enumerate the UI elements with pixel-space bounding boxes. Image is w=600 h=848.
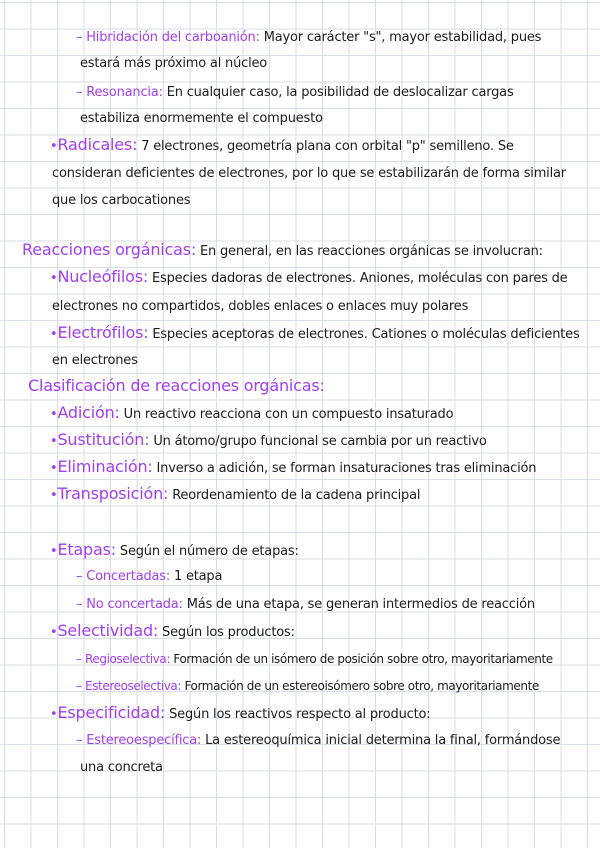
electrofilos-text1: Especies aceptoras de electrones. Cationes o moléculas deficientes xyxy=(152,327,580,342)
hibridacion-text1: Mayor carácter "s", mayor estabilidad, pues xyxy=(263,30,542,45)
especificidad-label: Especificidad: xyxy=(57,703,166,722)
sustitucion-text: Un átomo/grupo funcional se cambia por un reactivo xyxy=(153,434,487,449)
estereo-text: Formación de un estereoisómero sobre otro, mayoritariamente xyxy=(184,679,539,693)
sustitucion-label: Sustitución: xyxy=(57,430,150,449)
radicales-line2: consideran deficientes de electrones, por lo que se estabilizarán de forma similar xyxy=(52,166,566,181)
estereoespecifica-line2: una concreta xyxy=(80,760,163,775)
concertadas-text: 1 etapa xyxy=(173,569,223,584)
hibridacion-line2: estará más próximo al núcleo xyxy=(80,56,268,71)
nucleofilos-text1: Especies dadoras de electrones. Aniones, moléculas con pares de xyxy=(152,271,568,286)
hibridacion-label: Hibridación del carboanión: xyxy=(86,30,260,45)
adicion-line: •Adición: Un reactivo reacciona con un compuesto insaturado xyxy=(50,403,454,422)
etapas-label: Etapas: xyxy=(57,540,116,559)
eliminacion-label: Eliminación: xyxy=(57,457,153,476)
resonancia-line2: estabiliza enormemente el compuesto xyxy=(80,111,323,126)
concertadas-line: – Concertadas: 1 etapa xyxy=(76,569,223,584)
selectividad-line: •Selectividad: Según los productos: xyxy=(50,621,295,640)
nucleofilos-line2: electrones no compartidos, dobles enlaces o enlaces muy polares xyxy=(52,299,469,314)
no-concertada-line: – No concertada: Más de una etapa, se generan intermedios de reacción xyxy=(76,597,535,612)
adicion-label: Adición: xyxy=(57,403,120,422)
radicales-text1: 7 electrones, geometría plana con orbital "p" semilleno. Se xyxy=(141,139,514,154)
estereoespecifica-label: Estereoespecífica: xyxy=(86,733,202,748)
especificidad-line: •Especificidad: Según los reactivos respecto al producto: xyxy=(50,703,431,722)
etapas-text: Según el número de etapas: xyxy=(119,544,299,559)
no-concertada-label: No concertada: xyxy=(86,597,183,612)
reacciones-line xyxy=(22,241,543,261)
resonancia-label: Resonancia: xyxy=(86,85,163,100)
clasificacion-title: Clasificación de reacciones orgánicas: xyxy=(28,376,325,395)
radicales-line1: •Radicales: 7 electrones, geometría plana con orbital "p" semilleno. Se xyxy=(50,135,514,154)
radicales-label: Radicales: xyxy=(57,135,138,154)
regio-line: – Regioselectiva: Formación de un isómero de posición sobre otro, mayoritariamente xyxy=(76,652,553,666)
reacciones-title: Reacciones orgánicas: xyxy=(22,240,197,259)
nucleofilos-line1: •Nucleófilos: Especies dadoras de electrones. Aniones, moléculas con pares de xyxy=(50,267,568,286)
transposicion-line: •Transposición: Reordenamiento de la cadena principal xyxy=(50,484,421,503)
especificidad-text: Según los reactivos respecto al producto: xyxy=(169,707,431,722)
estereoespecifica-line1: – Estereoespecífica: La estereoquímica inicial determina la final, formándose xyxy=(76,733,561,748)
estereoespecifica-text1: La estereoquímica inicial determina la final, formándose xyxy=(205,733,561,748)
etapas-line: •Etapas: Según el número de etapas: xyxy=(50,540,299,559)
resonancia-text1: En cualquier caso, la posibilidad de deslocalizar cargas xyxy=(166,85,514,100)
reacciones-text: En general, en las reacciones orgánicas se involucran: xyxy=(199,244,543,259)
resonancia-line1: – Resonancia: En cualquier caso, la posibilidad de deslocalizar cargas xyxy=(76,85,514,100)
hibridacion-line1: – Hibridación del carboanión: Mayor carácter "s", mayor estabilidad, pues xyxy=(76,30,542,45)
adicion-text: Un reactivo reacciona con un compuesto insaturado xyxy=(123,407,454,422)
nucleofilos-label: Nucleófilos: xyxy=(57,267,149,286)
transposicion-text: Reordenamiento de la cadena principal xyxy=(172,488,421,503)
selectividad-text: Según los productos: xyxy=(162,625,295,640)
electrofilos-line1: •Electrófilos: Especies aceptoras de electrones. Cationes o moléculas deficientes xyxy=(50,323,580,342)
no-concertada-text: Más de una etapa, se generan intermedios de reacción xyxy=(186,597,535,612)
electrofilos-line2: en electrones xyxy=(52,353,138,368)
regio-text: Formación de un isómero de posición sobre otro, mayoritariamente xyxy=(173,652,553,666)
electrofilos-label: Electrófilos: xyxy=(57,323,149,342)
eliminacion-text: Inverso a adición, se forman insaturaciones tras eliminación xyxy=(156,461,537,476)
selectividad-label: Selectividad: xyxy=(57,621,159,640)
transposicion-label: Transposición: xyxy=(57,484,169,503)
concertadas-label: Concertadas: xyxy=(86,569,171,584)
estereo-line: – Estereoselectiva: Formación de un estereoisómero sobre otro, mayoritariamente xyxy=(76,679,539,693)
sustitucion-line: •Sustitución: Un átomo/grupo funcional se cambia por un reactivo xyxy=(50,430,487,449)
regio-label: Regioselectiva: xyxy=(85,652,170,666)
radicales-line3: que los carbocationes xyxy=(52,193,191,208)
eliminacion-line: •Eliminación: Inverso a adición, se forman insaturaciones tras eliminación xyxy=(50,457,537,476)
estereo-label: Estereoselectiva: xyxy=(85,679,182,693)
